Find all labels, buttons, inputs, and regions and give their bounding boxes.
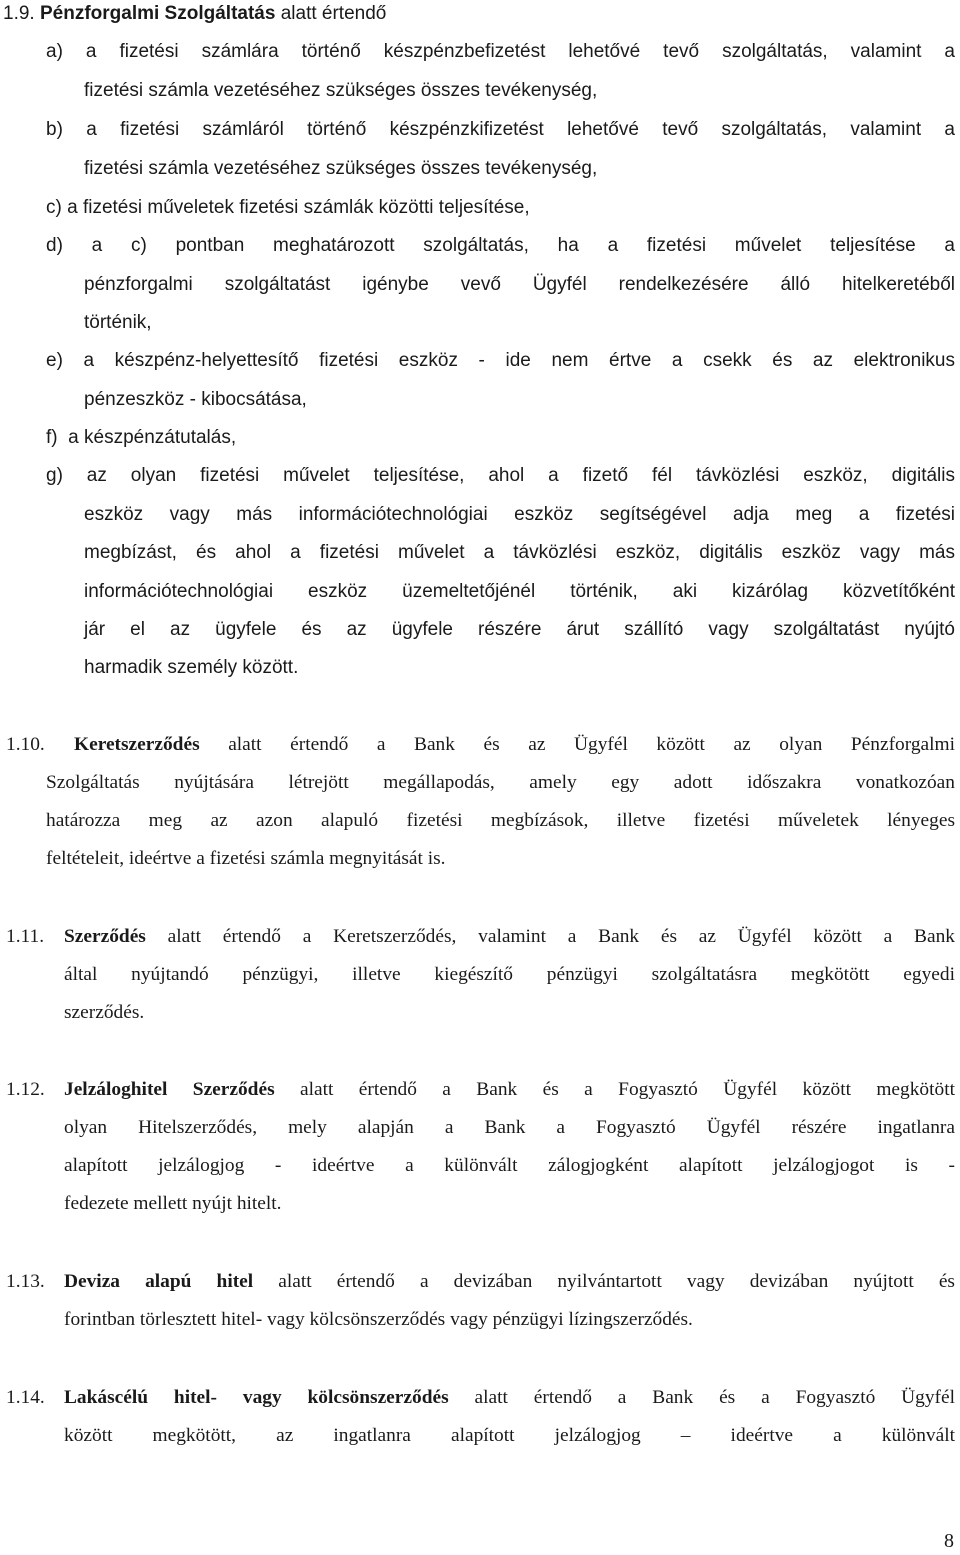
section-1-11-line-2: által nyújtandó pénzügyi, illetve kiegészítő pénzügyi szolgáltatásra megkötött egyedi — [64, 964, 955, 985]
list-item-e-line-2: pénzeszköz - kibocsátása, — [84, 389, 307, 410]
section-1-11-line-3: szerződés. — [64, 1002, 145, 1023]
section-text: alatt értendő — [275, 3, 387, 24]
section-1-9-heading — [3, 4, 386, 23]
section-1-12-line-3: alapított jelzálogjog - ideértve a különvált zálogjogként alapított jelzálogjogot is - — [64, 1155, 955, 1176]
section-1-12-line-1 — [64, 1080, 955, 1099]
list-item-b-line-1: b) a fizetési számláról történő készpénzkifizetést lehetővé tevő szolgáltatás, valamint a — [46, 119, 955, 140]
section-1-12-line-4: fedezete mellett nyújt hitelt. — [64, 1193, 282, 1214]
list-item-c: c) a fizetési műveletek fizetési számlák közötti teljesítése, — [46, 197, 530, 218]
list-item-e-line-1: e) a készpénz-helyettesítő fizetési eszköz - ide nem értve a csekk és az elektronikus — [46, 350, 955, 371]
list-item-a-line-1: a) a fizetési számlára történő készpénzbefizetést lehetővé tevő szolgáltatás, valamint a — [46, 41, 955, 62]
section-text: alatt értendő a Bank és a Fogyasztó Ügyfél — [448, 1387, 956, 1408]
section-1-13-line-2: forintban törlesztett hitel- vagy kölcsönszerződés vagy pénzügyi lízingszerződés. — [64, 1309, 693, 1330]
page-number: 8 — [944, 1530, 954, 1552]
list-item-f: f) a készpénzátutalás, — [46, 427, 237, 448]
list-item-g-line-3: megbízást, és ahol a fizetési művelet a távközlési eszköz, digitális eszköz vagy más — [84, 542, 955, 563]
list-item-g-line-1: g) az olyan fizetési művelet teljesítése, ahol a fizető fél távközlési eszköz, digitális — [46, 465, 955, 486]
list-item-b-line-2: fizetési számla vezetéséhez szükséges összes tevékenység, — [84, 158, 598, 179]
list-item-g-line-2: eszköz vagy más információtechnológiai eszköz segítségével adja meg a fizetési — [84, 504, 955, 525]
section-number: 1.14. — [6, 1387, 45, 1408]
list-item-d-line-2: pénzforgalmi szolgáltatást igénybe vevő Ügyfél rendelkezésére álló hitelkeretéből — [84, 274, 955, 295]
section-text: alatt értendő a devizában nyilvántartott vagy devizában nyújtott és — [253, 1271, 955, 1292]
defined-term: Keretszerződés — [74, 734, 200, 755]
section-1-14-line-2: között megkötött, az ingatlanra alapított jelzálogjog – ideértve a különvált — [64, 1425, 955, 1446]
section-1-10-line-4: feltételeit, ideértve a fizetési számla megnyitását is. — [46, 848, 446, 869]
defined-term: Pénzforgalmi Szolgáltatás — [39, 3, 276, 24]
section-1-13-line-1 — [64, 1272, 955, 1291]
defined-term: Jelzáloghitel Szerződés — [64, 1079, 275, 1100]
section-number: 1.10. — [6, 734, 45, 755]
section-1-14-line-1 — [64, 1388, 955, 1407]
list-item-d-line-3: történik, — [84, 312, 152, 333]
section-number: 1.9. — [3, 3, 35, 24]
section-number: 1.12. — [6, 1079, 45, 1100]
list-item-g-line-5: jár el az ügyfele és az ügyfele részére árut szállító vagy szolgáltatást nyújtó — [84, 619, 955, 640]
defined-term: Szerződés — [64, 926, 146, 947]
section-1-10-line-2: Szolgáltatás nyújtására létrejött megállapodás, amely egy adott időszakra vonatkozóan — [46, 772, 955, 793]
section-1-10-line-1 — [74, 735, 955, 754]
defined-term: Lakáscélú hitel- vagy kölcsönszerződés — [64, 1387, 449, 1408]
section-text: alatt értendő a Bank és az Ügyfél között az olyan Pénzforgalmi — [199, 734, 955, 755]
section-number: 1.13. — [6, 1271, 45, 1292]
section-1-12-line-2: olyan Hitelszerződés, mely alapján a Bank a Fogyasztó Ügyfél részére ingatlanra — [64, 1117, 955, 1138]
section-1-11-line-1 — [64, 927, 955, 946]
section-number: 1.11. — [6, 926, 45, 947]
section-text: alatt értendő a Keretszerződés, valamint a Bank és az Ügyfél között a Bank — [145, 926, 955, 947]
defined-term: Deviza alapú hitel — [64, 1271, 254, 1292]
section-text: alatt értendő a Bank és a Fogyasztó Ügyfél között megkötött — [274, 1079, 955, 1100]
section-1-10-line-3: határozza meg az azon alapuló fizetési megbízások, illetve fizetési műveletek lényeges — [46, 810, 955, 831]
list-item-d-line-1: d) a c) pontban meghatározott szolgáltatás, ha a fizetési művelet teljesítése a — [46, 235, 955, 256]
list-item-g-line-6: harmadik személy között. — [84, 657, 299, 678]
list-item-a-line-2: fizetési számla vezetéséhez szükséges összes tevékenység, — [84, 80, 598, 101]
list-item-g-line-4: információtechnológiai eszköz üzemeltetőjénél történik, aki kizárólag közvetítőként — [84, 581, 955, 602]
